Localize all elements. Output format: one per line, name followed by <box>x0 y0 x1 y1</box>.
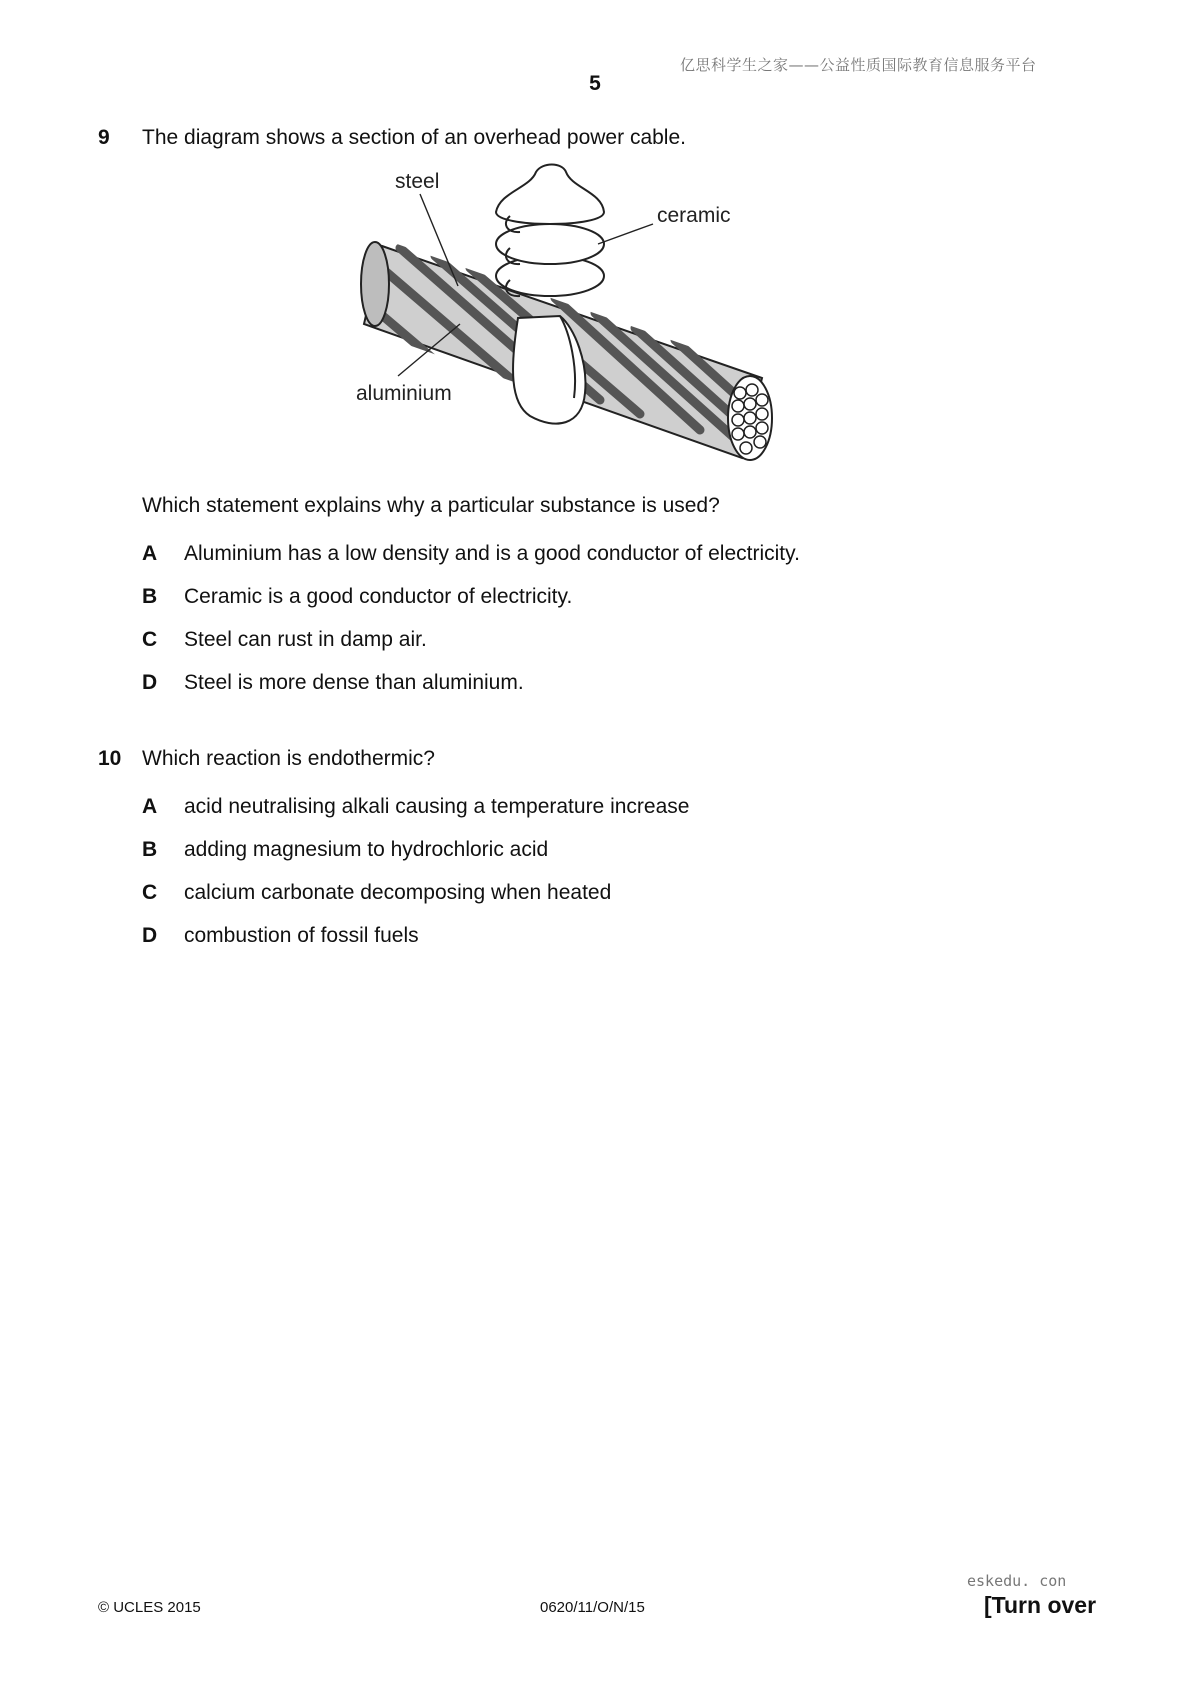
power-cable-diagram <box>356 168 830 468</box>
q9-option-a-letter: A <box>142 542 158 565</box>
q10-option-c-letter: C <box>142 881 158 904</box>
q9-option-b-letter: B <box>142 585 158 608</box>
question-10-text: Which reaction is endothermic? <box>142 747 435 770</box>
q10-option-b-letter: B <box>142 838 158 861</box>
q9-option-d-text: Steel is more dense than aluminium. <box>184 671 524 694</box>
q10-option-c-text: calcium carbonate decomposing when heated <box>184 881 612 904</box>
label-steel: steel <box>395 170 440 193</box>
q10-option-a-text: acid neutralising alkali causing a temperature increase <box>184 795 690 818</box>
page-number: 5 <box>589 72 601 95</box>
q9-option-d-letter: D <box>142 671 158 694</box>
question-10-number: 10 <box>98 747 122 770</box>
q9-option-a-text: Aluminium has a low density and is a good conductor of electricity. <box>184 542 800 565</box>
footer-brand: eskedu. con <box>967 1572 1067 1590</box>
footer-copyright: © UCLES 2015 <box>98 1599 201 1616</box>
q9-option-c-text: Steel can rust in damp air. <box>184 628 427 651</box>
question-9-text: The diagram shows a section of an overhead power cable. <box>142 126 686 149</box>
question-9-prompt: Which statement explains why a particular substance is used? <box>142 494 720 517</box>
label-ceramic: ceramic <box>657 204 731 227</box>
watermark: 亿思科学生之家——公益性质国际教育信息服务平台 <box>680 56 1037 74</box>
q9-option-c-letter: C <box>142 628 158 651</box>
q9-option-b-text: Ceramic is a good conductor of electricity. <box>184 585 573 608</box>
q10-option-d-letter: D <box>142 924 158 947</box>
turn-over-label: [Turn over <box>984 1592 1097 1618</box>
label-aluminium: aluminium <box>356 382 452 405</box>
footer-paper-code: 0620/11/O/N/15 <box>540 1599 645 1616</box>
question-9-number: 9 <box>98 126 110 149</box>
q10-option-b-text: adding magnesium to hydrochloric acid <box>184 838 549 861</box>
q10-option-a-letter: A <box>142 795 158 818</box>
q10-option-d-text: combustion of fossil fuels <box>184 924 419 947</box>
